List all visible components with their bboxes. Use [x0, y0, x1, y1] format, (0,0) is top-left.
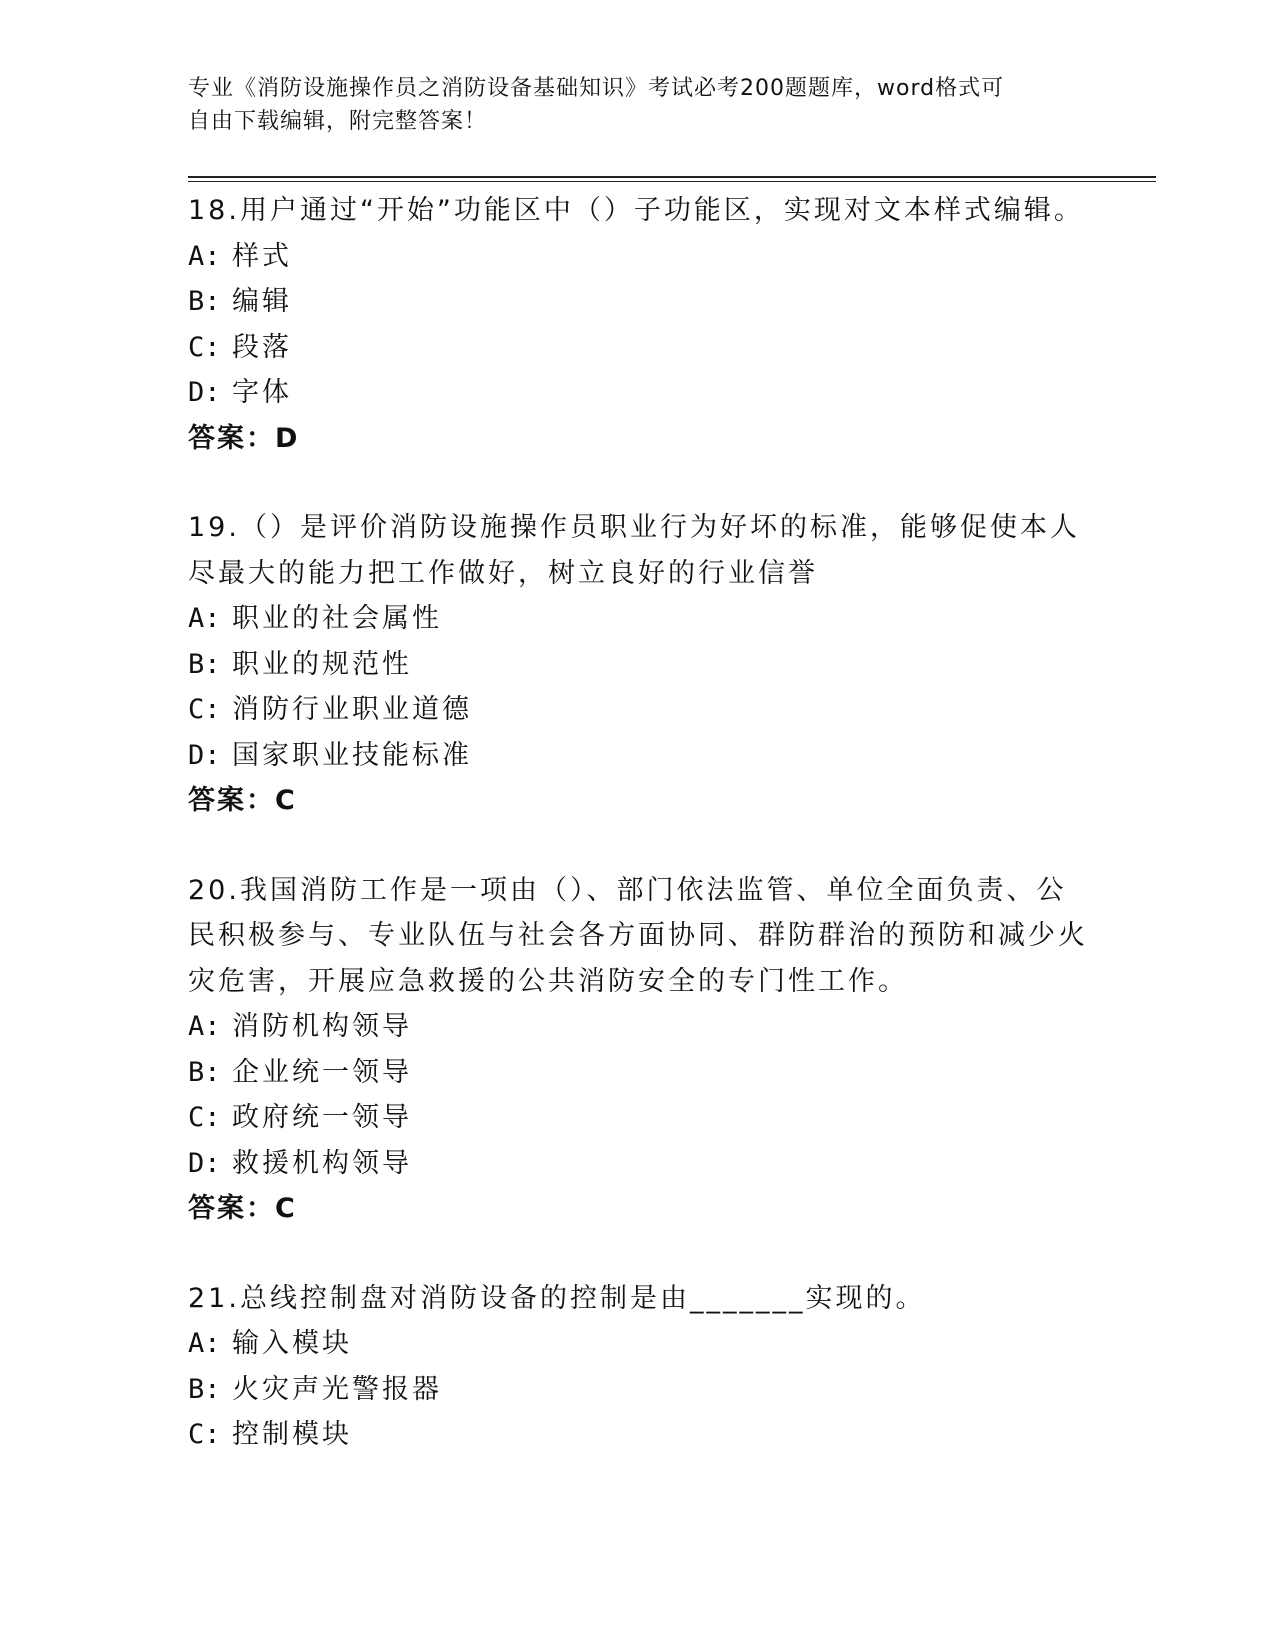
question-stem: 21.总线控制盘对消防设备的控制是由_______实现的。 — [188, 1282, 926, 1314]
option-letter: A: — [188, 1011, 221, 1042]
question-stem: 20.我国消防工作是一项由（）、部门依法监管、单位全面负责、公民积极参与、专业队伍与社会各方面协同、群防群治的预防和减少火灾危害，开展应急救援的公共消防安全的专门性工作。 — [188, 874, 1088, 997]
option-text: 救援机构领导 — [232, 1147, 412, 1179]
option-a — [188, 1321, 1088, 1367]
option-text: 国家职业技能标准 — [232, 739, 472, 771]
option-text: 职业的规范性 — [232, 648, 412, 680]
option-b — [188, 279, 1088, 325]
question-stem: 18.用户通过“开始”功能区中（）子功能区，实现对文本样式编辑。 — [188, 195, 1084, 226]
option-letter: A: — [188, 1328, 221, 1359]
option-a — [188, 234, 1088, 280]
question-stem: 19.（）是评价消防设施操作员职业行为好坏的标准，能够促使本人尽最大的能力把工作做好，树立良好的行业信誉 — [188, 512, 1080, 589]
question-20 — [188, 868, 1088, 1232]
option-text: 消防行业职业道德 — [232, 694, 472, 725]
header-line-1: 专业《消防设施操作员之消防设备基础知识》考试必考200题题库，word格式可 — [188, 76, 1005, 101]
option-text: 职业的社会属性 — [232, 603, 442, 634]
option-d — [188, 733, 1088, 779]
option-c — [188, 1095, 1088, 1141]
option-c — [188, 325, 1088, 371]
header-divider-thin — [188, 181, 1156, 182]
option-d — [188, 1141, 1088, 1187]
option-letter: C: — [188, 1102, 221, 1133]
option-b — [188, 642, 1088, 688]
option-text: 样式 — [232, 240, 292, 272]
option-text: 段落 — [232, 331, 292, 363]
question-list — [188, 188, 1088, 1458]
document-header — [188, 72, 1068, 138]
question-21 — [188, 1276, 1088, 1458]
option-letter: B: — [188, 1373, 221, 1405]
option-letter: A: — [188, 603, 221, 634]
option-letter: C: — [188, 1419, 221, 1450]
option-b — [188, 1367, 1088, 1413]
option-text: 控制模块 — [232, 1419, 352, 1450]
option-letter: D: — [188, 739, 221, 771]
question-18 — [188, 188, 1088, 461]
option-letter: B: — [188, 1056, 221, 1088]
option-a — [188, 596, 1088, 642]
option-letter: C: — [188, 694, 221, 725]
option-b — [188, 1050, 1088, 1096]
question-19 — [188, 505, 1088, 824]
option-text: 输入模块 — [232, 1328, 352, 1359]
option-text: 火灾声光警报器 — [232, 1373, 442, 1405]
option-letter: B: — [188, 286, 221, 317]
option-letter: B: — [188, 648, 221, 680]
option-text: 字体 — [232, 377, 292, 408]
option-text: 政府统一领导 — [232, 1102, 412, 1133]
header-divider-thick — [188, 176, 1156, 178]
option-letter: A: — [188, 240, 221, 272]
header-line-2: 自由下载编辑，附完整答案！ — [188, 109, 488, 134]
answer-line: 答案：C — [188, 785, 297, 816]
option-c — [188, 687, 1088, 733]
option-text: 编辑 — [232, 286, 292, 317]
option-letter: C: — [188, 331, 221, 363]
option-text: 消防机构领导 — [232, 1011, 412, 1042]
option-letter: D: — [188, 377, 221, 408]
answer-line: 答案：C — [188, 1193, 297, 1224]
answer-line: 答案：D — [188, 422, 300, 454]
option-text: 企业统一领导 — [232, 1056, 412, 1088]
option-d — [188, 370, 1088, 416]
option-c — [188, 1412, 1088, 1458]
option-a — [188, 1004, 1088, 1050]
option-letter: D: — [188, 1147, 221, 1179]
